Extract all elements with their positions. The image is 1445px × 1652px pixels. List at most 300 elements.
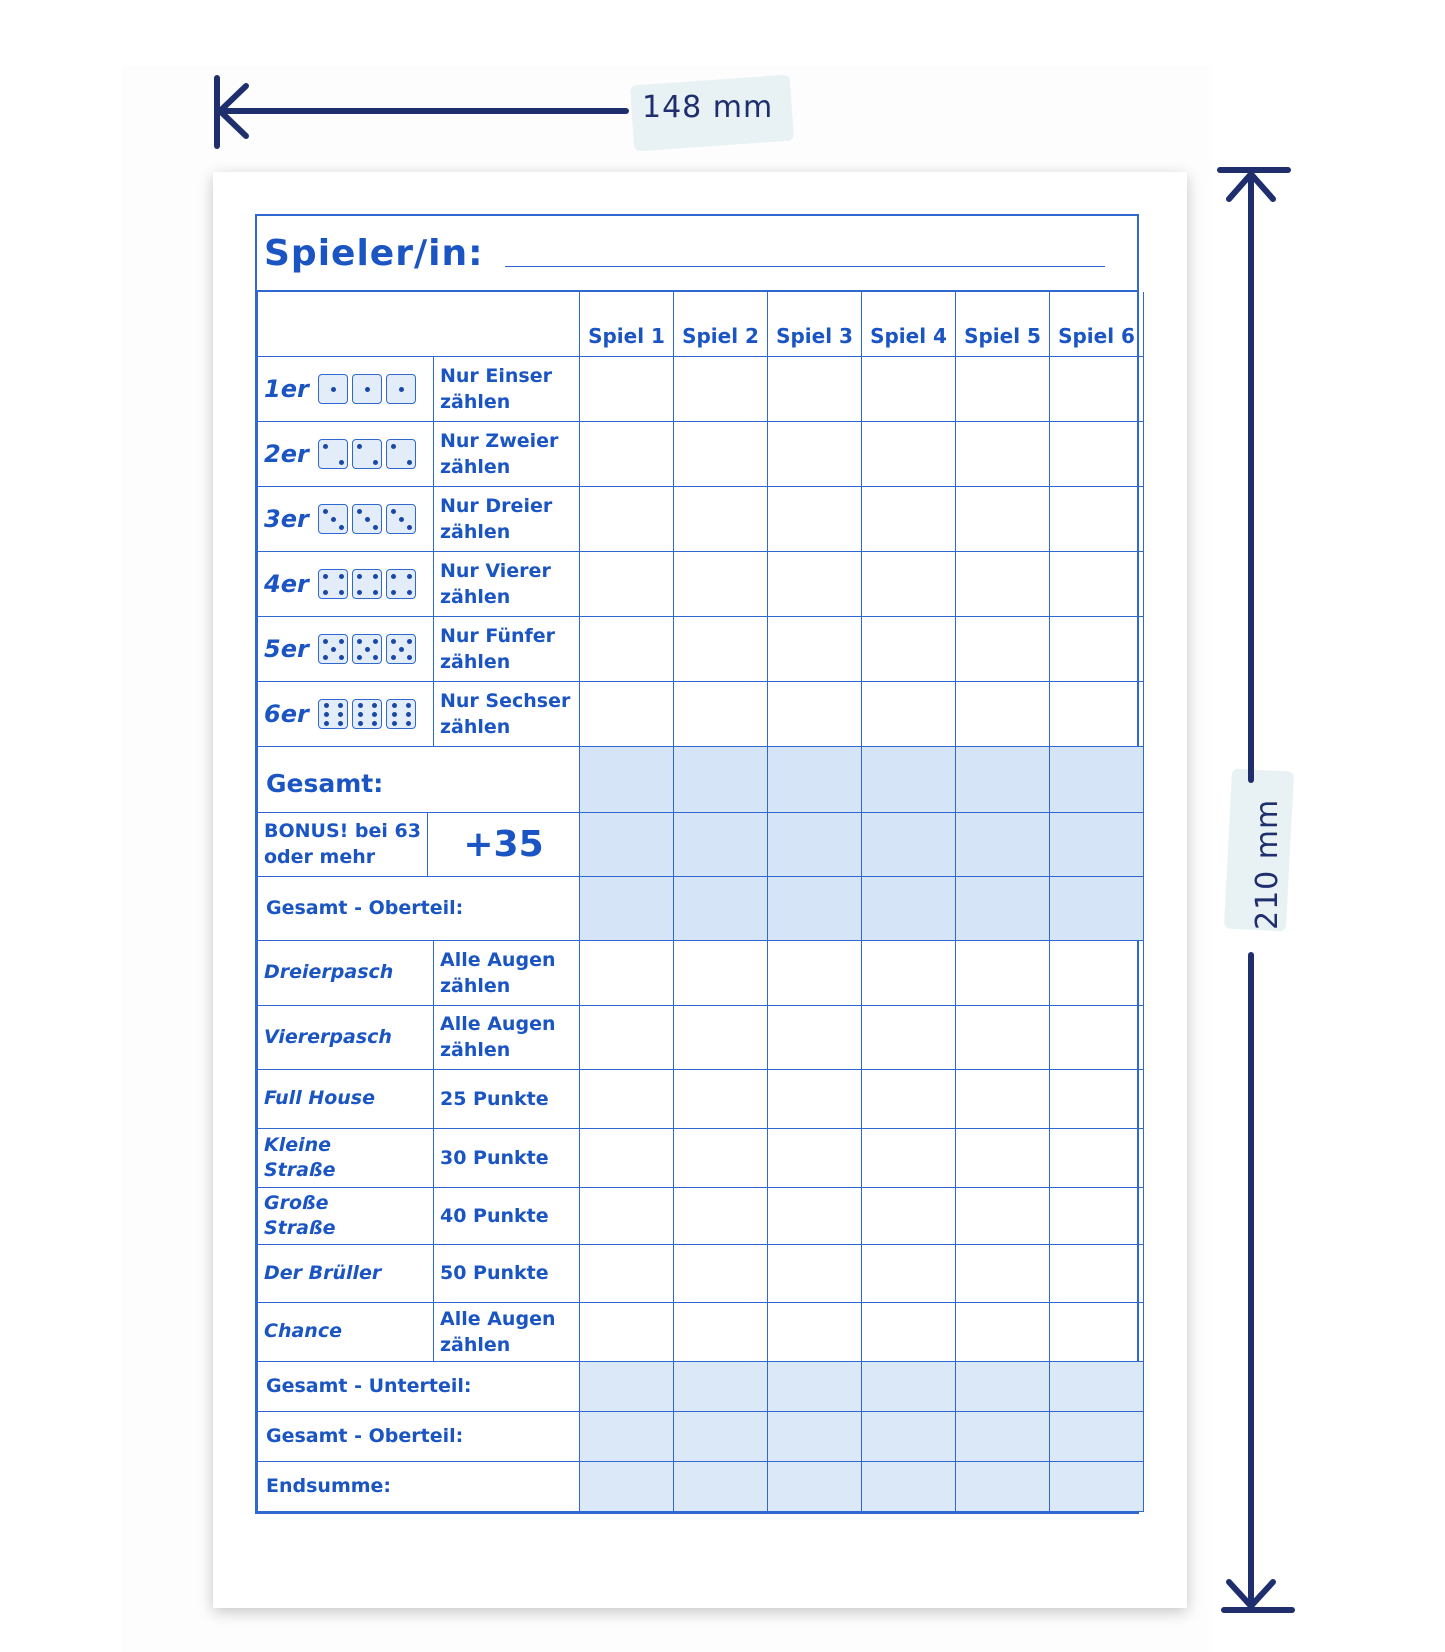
lower-label-line1: Full House bbox=[264, 1087, 376, 1109]
die-pip bbox=[358, 703, 363, 708]
die-pip bbox=[407, 574, 412, 579]
header-row bbox=[258, 292, 1144, 356]
upper-desc-cell bbox=[434, 681, 580, 746]
column-header-spiel-1: Spiel 1 bbox=[580, 292, 674, 356]
die-pip bbox=[323, 590, 328, 595]
lower-score-cell[interactable] bbox=[674, 1005, 768, 1069]
die-icon bbox=[386, 569, 416, 599]
gesamt-oberteil-2-label: Gesamt - Oberteil: bbox=[258, 1411, 580, 1461]
upper-desc-line2: zählen bbox=[440, 390, 511, 413]
lower-score-cell[interactable] bbox=[580, 1005, 674, 1069]
lower-desc-line2: zählen bbox=[440, 974, 511, 997]
lower-label-line2: Straße bbox=[264, 1158, 336, 1181]
lower-row bbox=[258, 1128, 1144, 1187]
die-icon bbox=[318, 569, 348, 599]
upper-score-cell[interactable] bbox=[580, 486, 674, 551]
lower-label-line2: Straße bbox=[264, 1216, 336, 1239]
die-pip bbox=[391, 590, 396, 595]
upper-score-cell[interactable] bbox=[768, 486, 862, 551]
height-arrow-head-bottom bbox=[1229, 1582, 1273, 1606]
lower-label-cell bbox=[258, 1005, 434, 1069]
lower-desc-line2: zählen bbox=[440, 1039, 511, 1061]
lower-desc-line2: zählen bbox=[440, 1333, 511, 1356]
gesamt-oberteil-2-score-cell[interactable] bbox=[768, 1411, 862, 1461]
lower-desc-cell bbox=[434, 1187, 580, 1244]
upper-score-cell[interactable] bbox=[768, 551, 862, 616]
die-pip bbox=[373, 590, 378, 595]
upper-label: 2er bbox=[264, 439, 309, 468]
lower-score-cell[interactable] bbox=[862, 1069, 956, 1128]
die-icon bbox=[352, 504, 382, 534]
die-pip bbox=[391, 639, 396, 644]
dice-group bbox=[264, 699, 433, 729]
lower-label-cell bbox=[258, 1302, 434, 1361]
lower-score-cell[interactable] bbox=[768, 1069, 862, 1128]
upper-score-cell[interactable] bbox=[1050, 616, 1144, 681]
lower-score-cell[interactable] bbox=[862, 1128, 956, 1187]
gesamt-oberteil-score-cell[interactable] bbox=[580, 876, 674, 940]
lower-desc-cell bbox=[434, 1128, 580, 1187]
die-pip bbox=[372, 721, 377, 726]
gesamt-unterteil-score-cell[interactable] bbox=[580, 1361, 674, 1411]
lower-desc-line1: Alle Augen bbox=[440, 1307, 556, 1330]
upper-label: 4er bbox=[264, 569, 309, 598]
die-pip bbox=[338, 703, 343, 708]
gesamt-unterteil-score-cell[interactable] bbox=[674, 1361, 768, 1411]
die-icon bbox=[386, 374, 416, 404]
lower-score-cell[interactable] bbox=[1050, 1244, 1144, 1302]
upper-label-cell bbox=[258, 551, 434, 616]
die-icon bbox=[318, 634, 348, 664]
gesamt-oberteil-score-cell[interactable] bbox=[674, 876, 768, 940]
lower-row bbox=[258, 940, 1144, 1005]
die-pip bbox=[391, 509, 396, 514]
lower-label-line1: Viererpasch bbox=[264, 1025, 392, 1048]
gesamt-unterteil-score-cell[interactable] bbox=[768, 1361, 862, 1411]
lower-score-cell[interactable] bbox=[674, 940, 768, 1005]
upper-desc-line2: zählen bbox=[440, 650, 511, 673]
gesamt-oberteil-row bbox=[258, 876, 1144, 940]
upper-score-cell[interactable] bbox=[956, 551, 1050, 616]
lower-desc-line1: 40 Punkte bbox=[440, 1204, 549, 1227]
die-pip bbox=[331, 517, 336, 522]
lower-score-cell[interactable] bbox=[674, 1187, 768, 1244]
lower-score-cell[interactable] bbox=[862, 1005, 956, 1069]
die-pip bbox=[331, 387, 336, 392]
column-header-spiel-6: Spiel 6 bbox=[1050, 292, 1144, 356]
die-pip bbox=[391, 655, 396, 660]
die-pip bbox=[338, 712, 343, 717]
endsumme-label: Endsumme: bbox=[258, 1461, 580, 1511]
gesamt-score-cell[interactable] bbox=[956, 746, 1050, 812]
bonus-score-cell[interactable] bbox=[1050, 812, 1144, 876]
upper-score-cell[interactable] bbox=[1050, 421, 1144, 486]
die-pip bbox=[323, 574, 328, 579]
endsumme-score-cell[interactable] bbox=[768, 1461, 862, 1511]
upper-score-cell[interactable] bbox=[1050, 551, 1144, 616]
lower-score-cell[interactable] bbox=[956, 1069, 1050, 1128]
die-pip bbox=[407, 639, 412, 644]
endsumme-score-cell[interactable] bbox=[674, 1461, 768, 1511]
die-icon bbox=[386, 699, 416, 729]
die-pip bbox=[357, 590, 362, 595]
lower-score-cell[interactable] bbox=[956, 940, 1050, 1005]
column-header-spiel-3: Spiel 3 bbox=[768, 292, 862, 356]
upper-score-cell[interactable] bbox=[768, 681, 862, 746]
upper-score-cell[interactable] bbox=[768, 421, 862, 486]
die-icon bbox=[352, 699, 382, 729]
upper-score-cell[interactable] bbox=[674, 421, 768, 486]
lower-score-cell[interactable] bbox=[862, 1187, 956, 1244]
die-pip bbox=[324, 721, 329, 726]
die-pip bbox=[392, 703, 397, 708]
lower-score-cell[interactable] bbox=[580, 940, 674, 1005]
lower-label-cell bbox=[258, 1128, 434, 1187]
gesamt-score-cell[interactable] bbox=[580, 746, 674, 812]
die-pip bbox=[373, 639, 378, 644]
gesamt-oberteil-2-row bbox=[258, 1411, 1144, 1461]
upper-desc-line2: zählen bbox=[440, 585, 511, 608]
bonus-score-cell[interactable] bbox=[674, 812, 768, 876]
lower-label-cell bbox=[258, 1187, 434, 1244]
endsumme-score-cell[interactable] bbox=[956, 1461, 1050, 1511]
die-pip bbox=[339, 655, 344, 660]
die-icon bbox=[352, 439, 382, 469]
lower-desc-cell bbox=[434, 940, 580, 1005]
upper-desc-line1: Nur Sechser bbox=[440, 689, 571, 712]
dice-group bbox=[264, 504, 433, 534]
die-pip bbox=[365, 647, 370, 652]
score-card bbox=[255, 214, 1139, 1514]
player-title: Spieler/in: bbox=[264, 232, 484, 274]
upper-label-cell bbox=[258, 486, 434, 551]
upper-score-cell[interactable] bbox=[768, 356, 862, 421]
lower-score-cell[interactable] bbox=[580, 1128, 674, 1187]
lower-label-cell bbox=[258, 1244, 434, 1302]
upper-row-5er bbox=[258, 616, 1144, 681]
width-label: 148 mm bbox=[642, 90, 774, 125]
bonus-score-cell[interactable] bbox=[768, 812, 862, 876]
die-icon bbox=[318, 504, 348, 534]
lower-score-cell[interactable] bbox=[674, 1128, 768, 1187]
die-pip bbox=[391, 444, 396, 449]
gesamt-score-cell[interactable] bbox=[1050, 746, 1144, 812]
upper-score-cell[interactable] bbox=[862, 356, 956, 421]
upper-score-cell[interactable] bbox=[674, 356, 768, 421]
die-pip bbox=[323, 509, 328, 514]
lower-score-cell[interactable] bbox=[1050, 1128, 1144, 1187]
gesamt-unterteil-score-cell[interactable] bbox=[862, 1361, 956, 1411]
upper-label-cell bbox=[258, 421, 434, 486]
die-pip bbox=[392, 712, 397, 717]
upper-label: 3er bbox=[264, 504, 309, 533]
dice-group bbox=[264, 634, 433, 664]
gesamt-oberteil-2-score-cell[interactable] bbox=[674, 1411, 768, 1461]
lower-desc-cell bbox=[434, 1244, 580, 1302]
gesamt-oberteil-score-cell[interactable] bbox=[862, 876, 956, 940]
die-pip bbox=[339, 590, 344, 595]
upper-score-cell[interactable] bbox=[1050, 681, 1144, 746]
die-pip bbox=[357, 509, 362, 514]
upper-desc-line2: zählen bbox=[440, 715, 511, 738]
upper-score-cell[interactable] bbox=[956, 616, 1050, 681]
gesamt-label: Gesamt: bbox=[258, 746, 580, 812]
score-table bbox=[257, 292, 1144, 1512]
lower-score-cell[interactable] bbox=[862, 1302, 956, 1361]
lower-score-cell[interactable] bbox=[1050, 940, 1144, 1005]
gesamt-score-cell[interactable] bbox=[768, 746, 862, 812]
lower-score-cell[interactable] bbox=[862, 1244, 956, 1302]
lower-desc-line1: 30 Punkte bbox=[440, 1146, 549, 1169]
lower-score-cell[interactable] bbox=[580, 1244, 674, 1302]
die-icon bbox=[318, 374, 348, 404]
die-pip bbox=[324, 703, 329, 708]
lower-score-cell[interactable] bbox=[1050, 1005, 1144, 1069]
die-pip bbox=[338, 721, 343, 726]
bonus-score-cell[interactable] bbox=[580, 812, 674, 876]
bonus-text-line1: BONUS! bei 63 bbox=[264, 820, 421, 842]
die-pip bbox=[339, 639, 344, 644]
gesamt-oberteil-2-score-cell[interactable] bbox=[580, 1411, 674, 1461]
die-pip bbox=[372, 703, 377, 708]
upper-score-cell[interactable] bbox=[580, 356, 674, 421]
die-pip bbox=[399, 647, 404, 652]
lower-row bbox=[258, 1069, 1144, 1128]
gesamt-oberteil-2-score-cell[interactable] bbox=[956, 1411, 1050, 1461]
die-pip bbox=[357, 655, 362, 660]
lower-score-cell[interactable] bbox=[768, 940, 862, 1005]
player-name-line[interactable] bbox=[505, 266, 1105, 267]
upper-score-cell[interactable] bbox=[580, 616, 674, 681]
upper-row-4er bbox=[258, 551, 1144, 616]
upper-desc-line1: Nur Vierer bbox=[440, 559, 551, 582]
lower-score-cell[interactable] bbox=[956, 1187, 1050, 1244]
die-icon bbox=[352, 569, 382, 599]
die-pip bbox=[339, 525, 344, 530]
die-pip bbox=[339, 574, 344, 579]
upper-score-cell[interactable] bbox=[1050, 356, 1144, 421]
gesamt-oberteil-score-cell[interactable] bbox=[956, 876, 1050, 940]
upper-score-cell[interactable] bbox=[862, 551, 956, 616]
lower-desc-cell bbox=[434, 1302, 580, 1361]
gesamt-oberteil-label: Gesamt - Oberteil: bbox=[258, 876, 580, 940]
lower-desc-line1: 25 Punkte bbox=[440, 1087, 549, 1110]
lower-row bbox=[258, 1005, 1144, 1069]
die-pip bbox=[391, 574, 396, 579]
lower-row bbox=[258, 1244, 1144, 1302]
endsumme-score-cell[interactable] bbox=[862, 1461, 956, 1511]
endsumme-row bbox=[258, 1461, 1144, 1511]
lower-desc-cell bbox=[434, 1005, 580, 1069]
lower-score-cell[interactable] bbox=[674, 1069, 768, 1128]
lower-label-line1: Chance bbox=[264, 1320, 342, 1342]
upper-score-cell[interactable] bbox=[580, 681, 674, 746]
die-icon bbox=[318, 699, 348, 729]
upper-score-cell[interactable] bbox=[674, 681, 768, 746]
die-icon bbox=[386, 634, 416, 664]
lower-score-cell[interactable] bbox=[768, 1187, 862, 1244]
gesamt-unterteil-score-cell[interactable] bbox=[956, 1361, 1050, 1411]
upper-label-cell bbox=[258, 616, 434, 681]
upper-row-6er bbox=[258, 681, 1144, 746]
lower-score-cell[interactable] bbox=[768, 1005, 862, 1069]
column-header-spiel-2: Spiel 2 bbox=[674, 292, 768, 356]
height-label: 210 mm bbox=[1250, 798, 1285, 930]
die-pip bbox=[407, 655, 412, 660]
lower-score-cell[interactable] bbox=[1050, 1187, 1144, 1244]
die-pip bbox=[331, 647, 336, 652]
gesamt-unterteil-row bbox=[258, 1361, 1144, 1411]
upper-score-cell[interactable] bbox=[956, 486, 1050, 551]
gesamt-unterteil-label: Gesamt - Unterteil: bbox=[258, 1361, 580, 1411]
lower-score-cell[interactable] bbox=[956, 1005, 1050, 1069]
lower-score-cell[interactable] bbox=[1050, 1302, 1144, 1361]
lower-label-line1: Dreierpasch bbox=[264, 961, 394, 983]
upper-desc-line1: Nur Zweier bbox=[440, 429, 559, 452]
die-pip bbox=[407, 590, 412, 595]
lower-row bbox=[258, 1187, 1144, 1244]
upper-score-cell[interactable] bbox=[674, 616, 768, 681]
upper-score-cell[interactable] bbox=[1050, 486, 1144, 551]
die-pip bbox=[392, 721, 397, 726]
column-header-spiel-5: Spiel 5 bbox=[956, 292, 1050, 356]
die-pip bbox=[373, 655, 378, 660]
upper-desc-line2: zählen bbox=[440, 455, 511, 478]
gesamt-row bbox=[258, 746, 1144, 812]
gesamt-unterteil-score-cell[interactable] bbox=[1050, 1361, 1144, 1411]
endsumme-score-cell[interactable] bbox=[580, 1461, 674, 1511]
die-icon bbox=[318, 439, 348, 469]
die-pip bbox=[323, 444, 328, 449]
die-pip bbox=[357, 574, 362, 579]
score-sheet bbox=[213, 172, 1187, 1608]
die-icon bbox=[386, 439, 416, 469]
lower-desc-line1: Alle Augen bbox=[440, 1013, 556, 1035]
lower-score-cell[interactable] bbox=[674, 1244, 768, 1302]
dice-group bbox=[264, 439, 433, 469]
gesamt-score-cell[interactable] bbox=[674, 746, 768, 812]
upper-score-cell[interactable] bbox=[862, 681, 956, 746]
upper-score-cell[interactable] bbox=[956, 356, 1050, 421]
die-pip bbox=[399, 517, 404, 522]
die-pip bbox=[373, 525, 378, 530]
die-icon bbox=[352, 374, 382, 404]
lower-row bbox=[258, 1302, 1144, 1361]
upper-label: 1er bbox=[264, 374, 309, 403]
die-pip bbox=[406, 703, 411, 708]
bonus-score-cell[interactable] bbox=[956, 812, 1050, 876]
die-pip bbox=[373, 460, 378, 465]
upper-label: 5er bbox=[264, 634, 309, 663]
die-pip bbox=[358, 712, 363, 717]
lower-score-cell[interactable] bbox=[956, 1128, 1050, 1187]
upper-score-cell[interactable] bbox=[956, 421, 1050, 486]
upper-desc-cell bbox=[434, 486, 580, 551]
upper-row-3er bbox=[258, 486, 1144, 551]
upper-score-cell[interactable] bbox=[580, 421, 674, 486]
column-header-spiel-4: Spiel 4 bbox=[862, 292, 956, 356]
upper-desc-line1: Nur Dreier bbox=[440, 494, 553, 517]
lower-score-cell[interactable] bbox=[580, 1187, 674, 1244]
die-pip bbox=[357, 639, 362, 644]
lower-desc-line1: Alle Augen bbox=[440, 948, 556, 971]
die-icon bbox=[386, 504, 416, 534]
die-pip bbox=[406, 721, 411, 726]
die-pip bbox=[323, 639, 328, 644]
upper-score-cell[interactable] bbox=[768, 616, 862, 681]
lower-score-cell[interactable] bbox=[956, 1244, 1050, 1302]
die-icon bbox=[352, 634, 382, 664]
upper-score-cell[interactable] bbox=[862, 486, 956, 551]
die-pip bbox=[372, 712, 377, 717]
upper-row-2er bbox=[258, 421, 1144, 486]
upper-desc-cell bbox=[434, 616, 580, 681]
die-pip bbox=[406, 712, 411, 717]
gesamt-oberteil-2-score-cell[interactable] bbox=[862, 1411, 956, 1461]
gesamt-oberteil-score-cell[interactable] bbox=[768, 876, 862, 940]
die-pip bbox=[399, 387, 404, 392]
die-pip bbox=[365, 387, 370, 392]
bonus-score-cell[interactable] bbox=[862, 812, 956, 876]
lower-score-cell[interactable] bbox=[862, 940, 956, 1005]
lower-label-cell bbox=[258, 1069, 434, 1128]
upper-score-cell[interactable] bbox=[956, 681, 1050, 746]
lower-score-cell[interactable] bbox=[956, 1302, 1050, 1361]
bonus-value: +35 bbox=[428, 812, 580, 876]
lower-label-cell bbox=[258, 940, 434, 1005]
upper-score-cell[interactable] bbox=[580, 551, 674, 616]
endsumme-score-cell[interactable] bbox=[1050, 1461, 1144, 1511]
lower-label-line1: Kleine bbox=[264, 1133, 332, 1156]
die-pip bbox=[324, 712, 329, 717]
upper-score-cell[interactable] bbox=[862, 421, 956, 486]
upper-desc-cell bbox=[434, 551, 580, 616]
lower-label-line1: Der Brüller bbox=[264, 1261, 382, 1284]
upper-row-1er bbox=[258, 356, 1144, 421]
lower-score-cell[interactable] bbox=[674, 1302, 768, 1361]
lower-desc-cell bbox=[434, 1069, 580, 1128]
gesamt-oberteil-score-cell[interactable] bbox=[1050, 876, 1144, 940]
upper-desc-cell bbox=[434, 421, 580, 486]
lower-score-cell[interactable] bbox=[768, 1128, 862, 1187]
lower-score-cell[interactable] bbox=[580, 1069, 674, 1128]
lower-score-cell[interactable] bbox=[580, 1302, 674, 1361]
die-pip bbox=[407, 460, 412, 465]
die-pip bbox=[373, 574, 378, 579]
lower-score-cell[interactable] bbox=[768, 1302, 862, 1361]
lower-score-cell[interactable] bbox=[1050, 1069, 1144, 1128]
upper-score-cell[interactable] bbox=[862, 616, 956, 681]
upper-desc-cell bbox=[434, 356, 580, 421]
lower-label-line1: Große bbox=[264, 1191, 329, 1214]
upper-desc-line1: Nur Fünfer bbox=[440, 624, 556, 647]
height-arrow-head-top bbox=[1229, 174, 1273, 199]
gesamt-oberteil-2-score-cell[interactable] bbox=[1050, 1411, 1144, 1461]
upper-score-cell[interactable] bbox=[674, 551, 768, 616]
die-pip bbox=[407, 525, 412, 530]
player-row bbox=[257, 216, 1137, 292]
upper-label-cell bbox=[258, 681, 434, 746]
header-blank bbox=[258, 292, 580, 356]
die-pip bbox=[323, 655, 328, 660]
gesamt-score-cell[interactable] bbox=[862, 746, 956, 812]
bonus-row bbox=[258, 812, 1144, 876]
die-pip bbox=[357, 444, 362, 449]
dice-group bbox=[264, 569, 433, 599]
lower-score-cell[interactable] bbox=[768, 1244, 862, 1302]
upper-score-cell[interactable] bbox=[674, 486, 768, 551]
upper-label: 6er bbox=[264, 699, 309, 728]
